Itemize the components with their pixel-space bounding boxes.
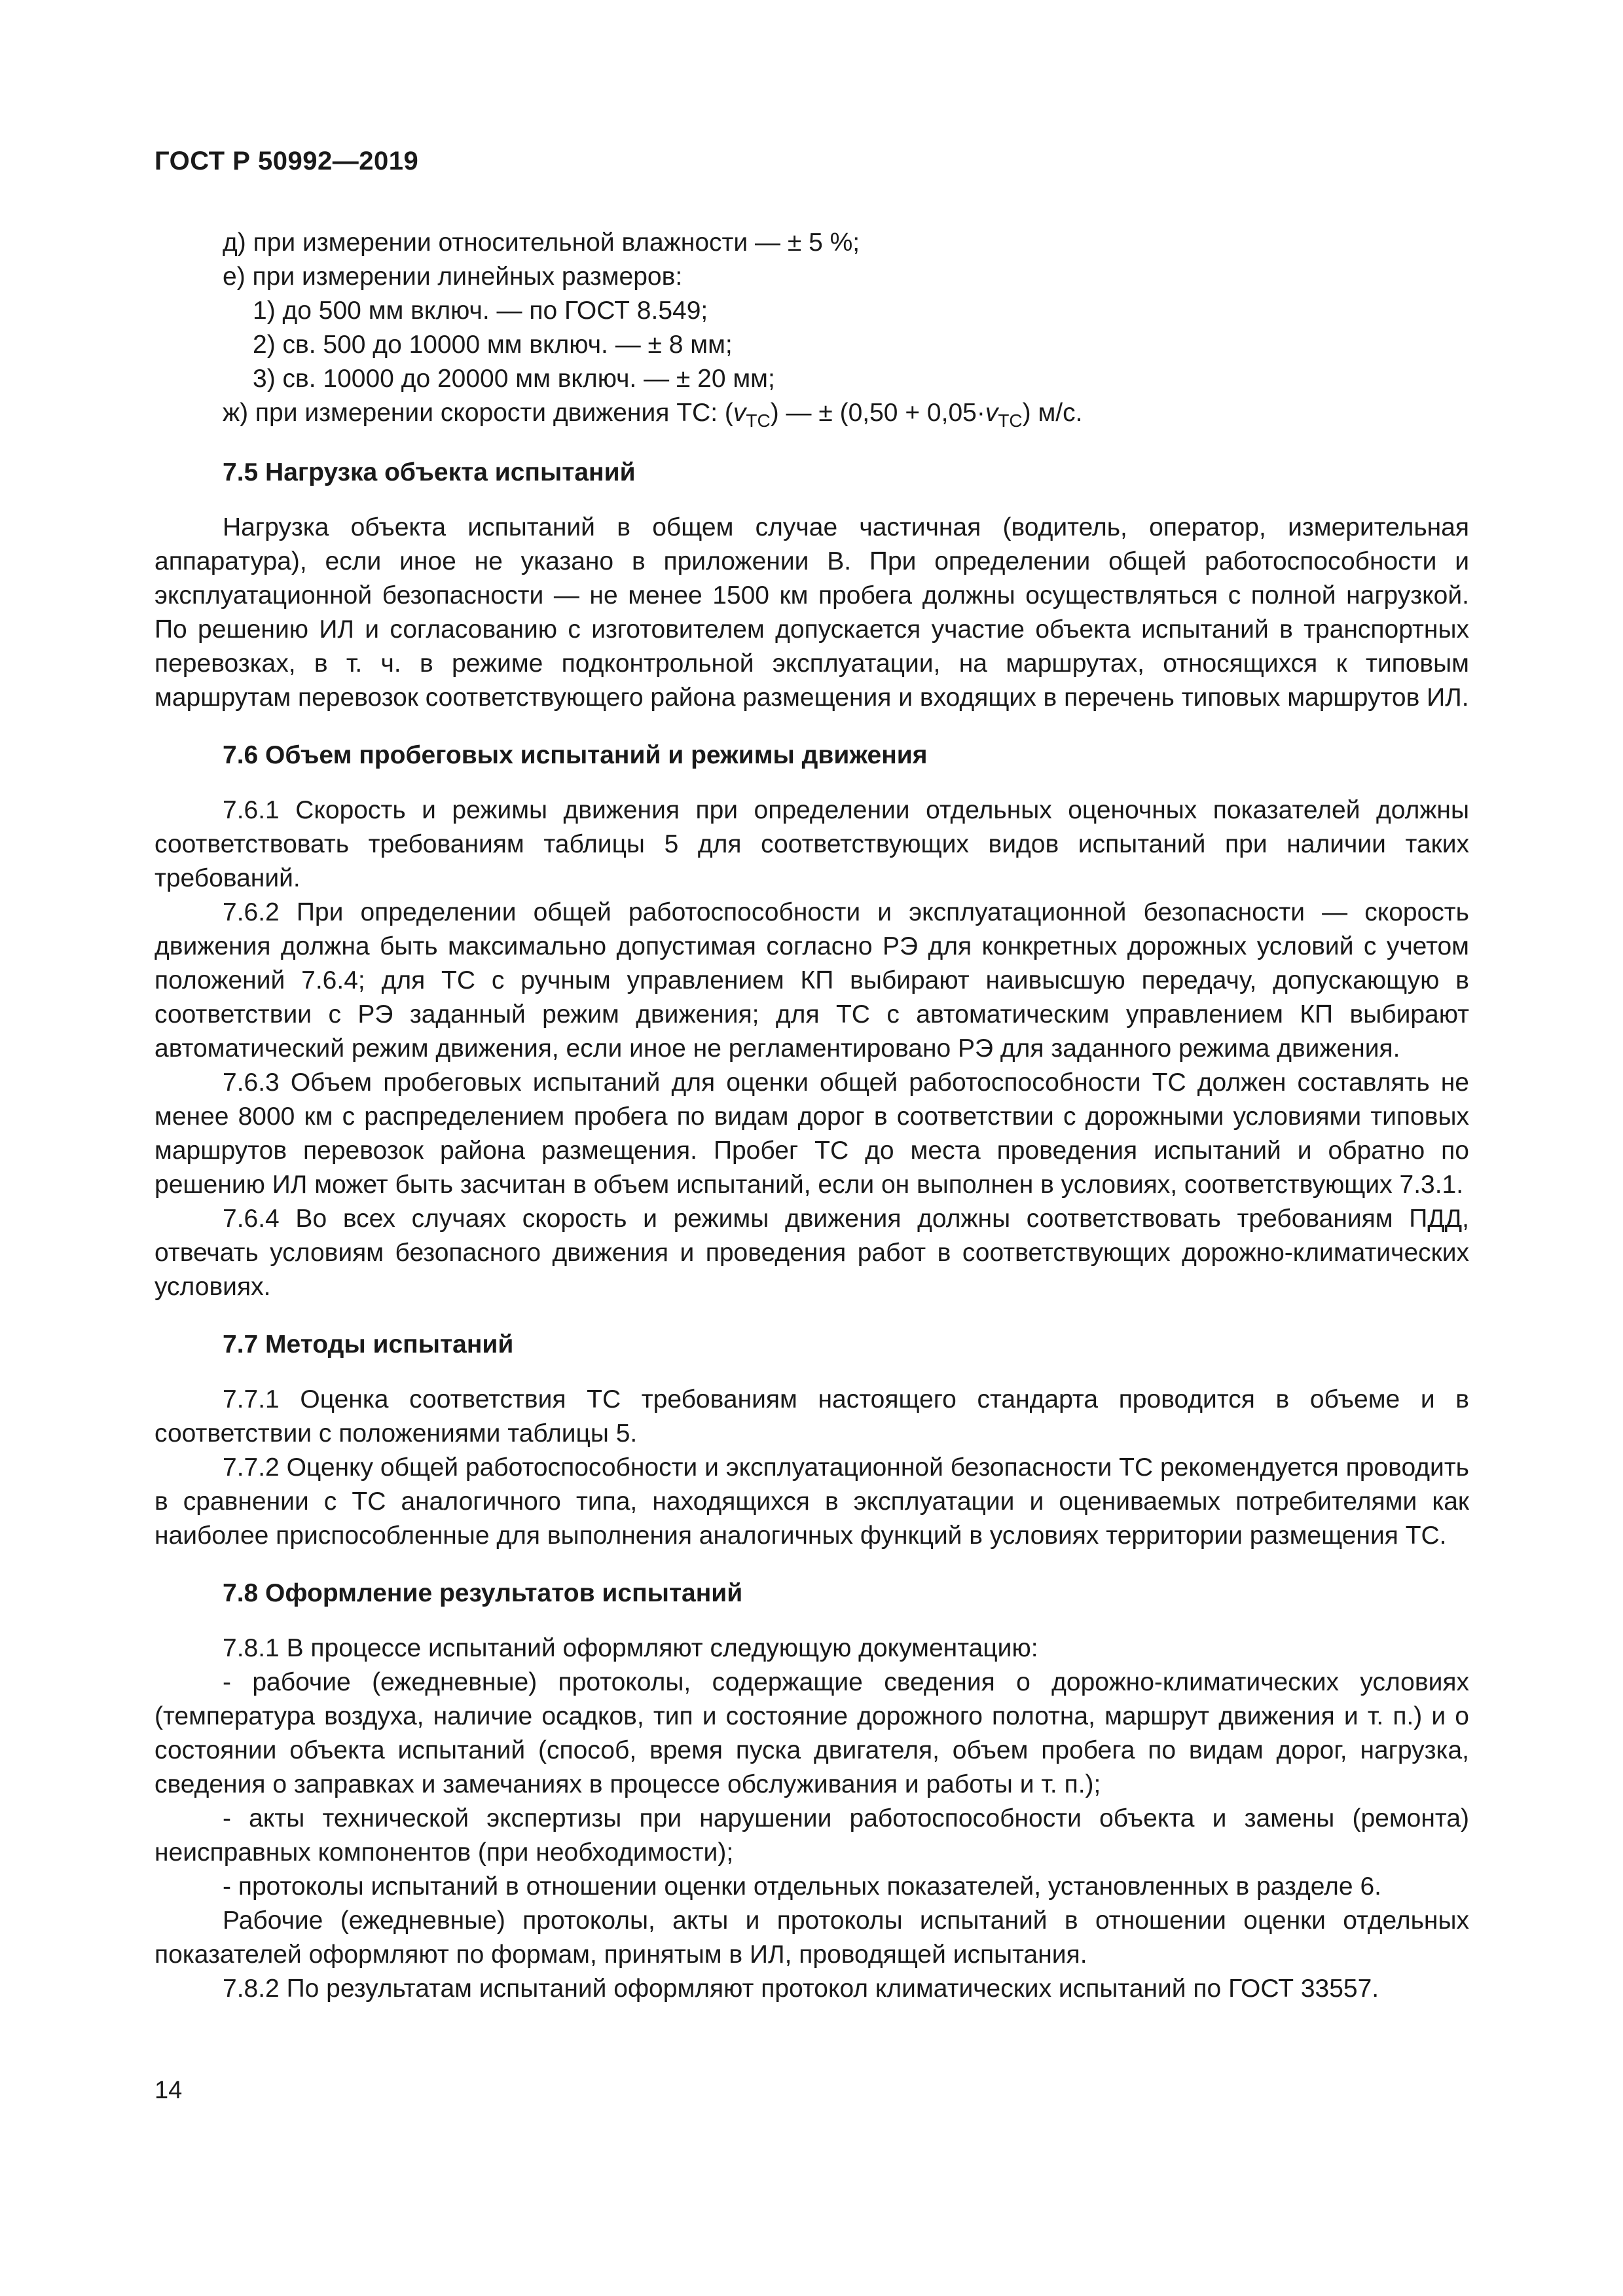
paragraph-7-6-2: 7.6.2 При определении общей работоспособности и эксплуатационной безопасности — скорость движения должна быть максимально допустимая согласно РЭ для конкретных дорожных условий с учетом положений 7.6.4; для ТС с ручным управлением КП выбирают наивысшую передачу, допускающую в соответствии с РЭ заданный режим движения; для ТС с автоматическим управлением КП выбирают автоматический режим движения, если иное не регламентировано РЭ для заданного режима движения. bbox=[155, 898, 1469, 1063]
paragraph-7-6-4: 7.6.4 Во всех случаях скорость и режимы движения должны соответствовать требованиям ПДД, отвечать условиям безопасного движения и проведения работ в соответствующих дорожно-климатических условиях. bbox=[155, 1205, 1469, 1301]
list-item-e2: 2) св. 500 до 10000 мм включ. — ± 8 мм; bbox=[253, 331, 733, 359]
paragraph-7-7-1: 7.7.1 Оценка соответствия ТС требованиям настоящего стандарта проводится в объеме и в соответствии с положениями таблицы 5. bbox=[155, 1385, 1469, 1448]
paragraph-7-6-3: 7.6.3 Объем пробеговых испытаний для оценки общей работоспособности ТС должен составлять не менее 8000 км с распределением пробега по видам дорог в соответствии с дорожными условиями типовых маршрутов перевозок района размещения. Пробег ТС до места проведения испытаний и обратно по решению ИЛ может быть засчитан в объем испытаний, если он выполнен в условиях, соответствующих 7.3.1. bbox=[155, 1068, 1469, 1199]
list-item-zh: ж) при измерении скорости движения ТС: $(v_{ТС})$ — ± $(0,50 + 0,05\cdot v_{ТС})$ м/с. bbox=[223, 399, 1083, 431]
paragraph-7-6-1: 7.6.1 Скорость и режимы движения при определении отдельных оценочных показателей должны соответствовать требованиям таблицы 5 для соответствующих видов испытаний при наличии таких требований. bbox=[155, 796, 1469, 892]
section-heading-7-5: 7.5 Нагрузка объекта испытаний bbox=[223, 458, 636, 486]
paragraph-7-8-2: 7.8.2 По результатам испытаний оформляют протокол климатических испытаний по ГОСТ 33557. bbox=[223, 1975, 1379, 2003]
bullet-item-2: - акты технической экспертизы при нарушении работоспособности объекта и замены (ремонта) неисправных компонентов (при необходимости); bbox=[155, 1804, 1469, 1867]
paragraph-7-5: Нагрузка объекта испытаний в общем случае частичная (водитель, оператор, измерительная аппаратура), если иное не указано в приложении В. При определении общей работоспособности и эксплуатационной безопасности — не менее 1500 км пробега должны осуществляться с полной нагрузкой. По решению ИЛ и согласованию с изготовителем допускается участие объекта испытаний в транспортных перевозках, в т. ч. в режиме подконтрольной эксплуатации, на маршрутах, относящихся к типовым маршрутам перевозок соответствующего района размещения и входящих в перечень типовых маршрутов ИЛ. bbox=[155, 513, 1469, 712]
page-number: 14 bbox=[155, 2077, 183, 2104]
paragraph-7-7-2: 7.7.2 Оценку общей работоспособности и эксплуатационной безопасности ТС рекомендуется проводить в сравнении с ТС аналогичного типа, находящихся в эксплуатации и оцениваемых потребителями как наиболее приспособленные для выполнения аналогичных функций в условиях территории размещения ТС. bbox=[155, 1453, 1469, 1550]
list-item-e: е) при измерении линейных размеров: bbox=[223, 263, 683, 291]
list-item-e1: 1) до 500 мм включ. — по ГОСТ 8.549; bbox=[253, 297, 708, 325]
list-item-e3: 3) св. 10000 до 20000 мм включ. — ± 20 мм; bbox=[253, 365, 775, 393]
paragraph-7-8-1-forms: Рабочие (ежедневные) протоколы, акты и протоколы испытаний в отношении оценки отдельных показателей оформляют по формам, принятым в ИЛ, проводящей испытания. bbox=[155, 1906, 1469, 1969]
bullet-item-3: - протоколы испытаний в отношении оценки отдельных показателей, установленных в разделе 6. bbox=[223, 1872, 1381, 1901]
section-heading-7-8: 7.8 Оформление результатов испытаний bbox=[223, 1579, 743, 1607]
bullet-item-1: - рабочие (ежедневные) протоколы, содержащие сведения о дорожно-климатических условиях (температура воздуха, наличие осадков, тип и состояние дорожного полотна, маршрут движения и т. п.) и о состоянии объекта испытаний (способ, время пуска двигателя, объем пробега по видам дорог, нагрузка, сведения о заправках и замечаниях в процессе обслуживания и работы и т. п.); bbox=[155, 1668, 1469, 1798]
section-heading-7-7: 7.7 Методы испытаний bbox=[223, 1330, 514, 1358]
section-heading-7-6: 7.6 Объем пробеговых испытаний и режимы движения bbox=[223, 741, 928, 769]
list-item-d: д) при измерении относительной влажности — ± 5 %; bbox=[223, 228, 860, 257]
document-body bbox=[155, 226, 1469, 2006]
document-header: ГОСТ Р 50992—2019 bbox=[155, 147, 419, 175]
paragraph-7-8-1: 7.8.1 В процессе испытаний оформляют следующую документацию: bbox=[223, 1634, 1038, 1662]
